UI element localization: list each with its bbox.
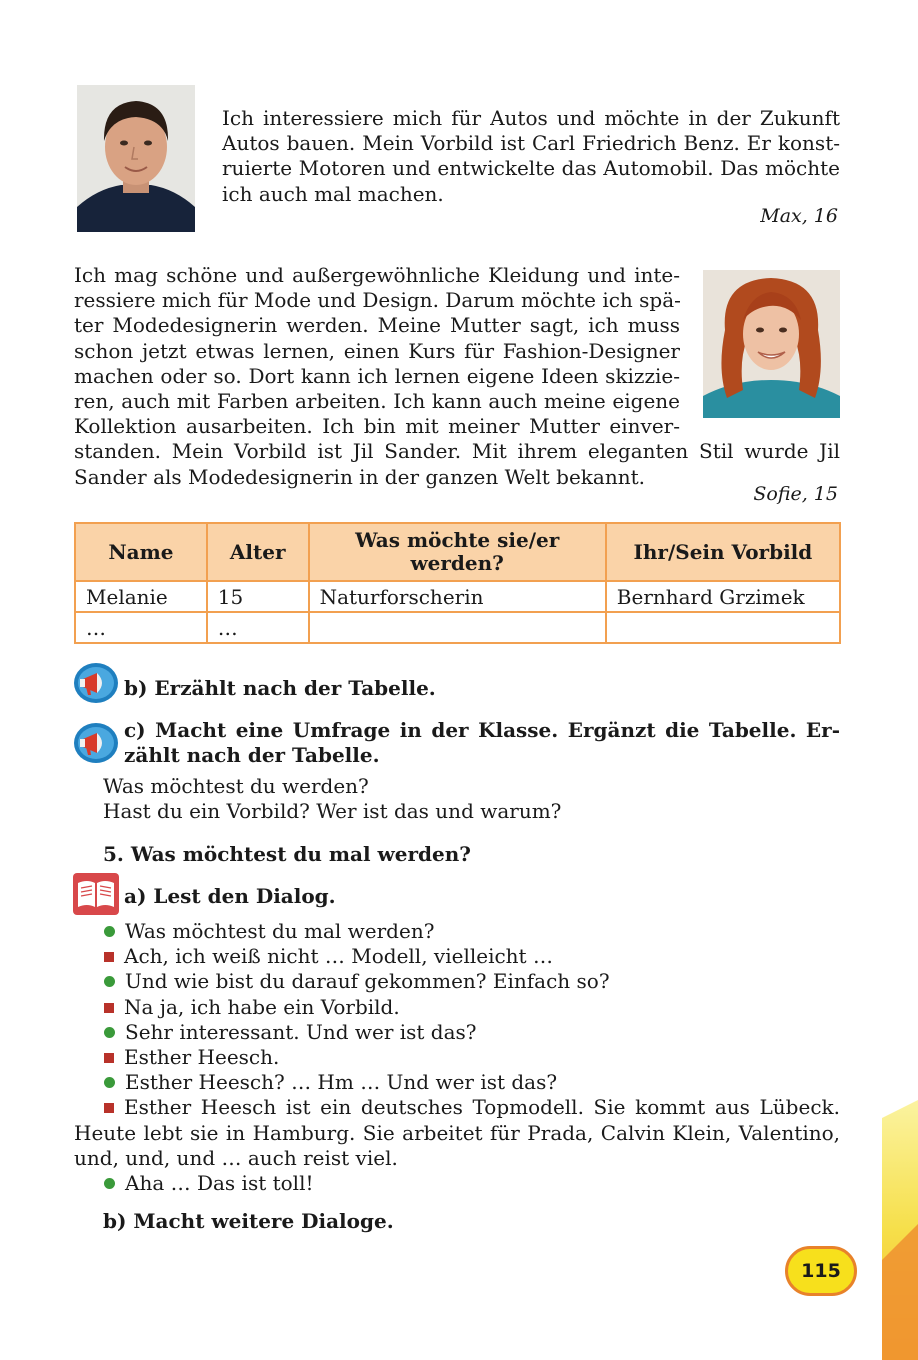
dialog-line <box>74 1020 840 1045</box>
text-line: Ich interessiere mich für Autos und möchte in der Zukunft <box>222 106 840 130</box>
table-cell: Naturforscherin <box>309 581 606 612</box>
exercise-5-title: 5. Was möchtest du mal werden? <box>103 842 472 866</box>
megaphone-icon <box>73 722 119 764</box>
dialog-line <box>74 919 840 944</box>
dialog-line <box>74 995 840 1020</box>
task-b-retell: b) Erzählt nach der Tabelle. <box>124 676 436 700</box>
page-edge-decoration <box>882 1100 918 1360</box>
table-row <box>75 612 840 643</box>
signature-max: Max, 16 <box>760 205 838 227</box>
book-icon <box>73 873 119 915</box>
header-vorbild: Ihr/Sein Vorbild <box>606 523 840 581</box>
table-header-row <box>75 523 840 581</box>
table-cell: Bernhard Grzimek <box>606 581 840 612</box>
text-line: schon jetzt etwas lernen, einen Kurs für Fashion-Designer <box>74 338 680 363</box>
dialog-line <box>74 1095 840 1120</box>
portrait-boy <box>77 85 195 232</box>
task-c-line: zählt nach der Tabelle. <box>124 743 380 767</box>
careers-table <box>74 522 841 644</box>
dialog-text: Na ja, ich habe ein Vorbild. <box>124 994 400 1019</box>
dialog-text: Aha … Das ist toll! <box>125 1171 314 1196</box>
dialog-text: Sehr interessant. Und wer ist das? <box>125 1019 477 1044</box>
text-line: ich auch mal machen. <box>222 181 444 206</box>
header-alter: Alter <box>207 523 309 581</box>
dialog-text: Ach, ich weiß nicht … Modell, vielleicht … <box>124 944 553 969</box>
table-cell <box>606 612 840 643</box>
dialog-line <box>74 1171 840 1196</box>
dialog-text: Was möchtest du mal werden? <box>125 919 435 943</box>
text-line: Sander als Modedesignerin in der ganzen Welt bekannt. <box>74 464 645 489</box>
text-line: ressiere mich für Mode und Design. Darum möchte ich spä- <box>74 288 681 313</box>
text-line: ter Modedesignerin werden. Meine Mutter sagt, ich muss <box>74 313 680 338</box>
table-cell: … <box>75 612 207 643</box>
dialog-line <box>74 944 840 969</box>
task-c-line: c) Macht eine Umfrage in der Klasse. Ergänzt die Tabelle. Er- <box>124 718 840 742</box>
square-marker <box>104 952 114 962</box>
table-row <box>75 581 840 612</box>
dialog <box>74 919 840 1196</box>
dot-marker <box>104 1077 115 1088</box>
square-marker <box>104 1003 114 1013</box>
table-cell: … <box>207 612 309 643</box>
dot-marker <box>104 1178 115 1189</box>
paragraph-max <box>222 106 840 207</box>
paragraph-sofie <box>74 263 840 490</box>
text-line: standen. Mein Vorbild ist Jil Sander. Mit ihrem eleganten Stil wurde Jil <box>74 439 840 464</box>
dot-marker <box>104 1027 115 1038</box>
header-career: Was möchte sie/er werden? <box>309 523 606 581</box>
table-cell: 15 <box>207 581 309 612</box>
dialog-line: Heute lebt sie in Hamburg. Sie arbeitet für Prada, Calvin Klein, Valentino, <box>74 1120 840 1145</box>
dialog-text: Esther Heesch. <box>124 1045 280 1070</box>
page-number: 115 <box>785 1246 857 1296</box>
dot-marker <box>104 976 115 987</box>
header-name: Name <box>75 523 207 581</box>
megaphone-icon <box>73 662 119 704</box>
text-line: ren, auch mit Farben arbeiten. Ich kann auch meine eigene <box>74 389 680 414</box>
dialog-text: Esther Heesch? … Hm … Und wer ist das? <box>125 1070 558 1095</box>
dialog-line <box>74 1045 840 1070</box>
dialog-line <box>74 969 840 994</box>
text-line: machen oder so. Dort kann ich lernen eigene Ideen skizzie- <box>74 363 680 388</box>
dialog-line <box>74 1070 840 1095</box>
text-line: Ich mag schöne und außergewöhnliche Kleidung und inte- <box>74 263 680 287</box>
text-line: ruierte Motoren und entwickelte das Automobil. Das möchte <box>222 156 840 181</box>
question-2: Hast du ein Vorbild? Wer ist das und warum? <box>103 799 562 823</box>
dialog-text: Und wie bist du darauf gekommen? Einfach so? <box>125 969 610 994</box>
text-line: Autos bauen. Mein Vorbild ist Carl Friedrich Benz. Er konst- <box>222 131 840 156</box>
signature-sofie: Sofie, 15 <box>753 483 838 505</box>
task-b-dialogues: b) Macht weitere Dialoge. <box>103 1209 394 1233</box>
dialog-line: und, und, und … auch reist viel. <box>74 1145 398 1170</box>
table-cell: Melanie <box>75 581 207 612</box>
task-c-survey <box>124 718 840 768</box>
square-marker <box>104 1053 114 1063</box>
text-line: Kollektion ausarbeiten. Ich bin mit meiner Mutter einver- <box>74 414 680 439</box>
dot-marker <box>104 926 115 937</box>
square-marker <box>104 1103 114 1113</box>
question-1: Was möchtest du werden? <box>103 774 369 798</box>
dialog-text: Esther Heesch ist ein deutsches Topmodell. Sie kommt aus Lübeck. <box>124 1095 840 1120</box>
table-cell <box>309 612 606 643</box>
task-a-read: a) Lest den Dialog. <box>124 884 336 908</box>
